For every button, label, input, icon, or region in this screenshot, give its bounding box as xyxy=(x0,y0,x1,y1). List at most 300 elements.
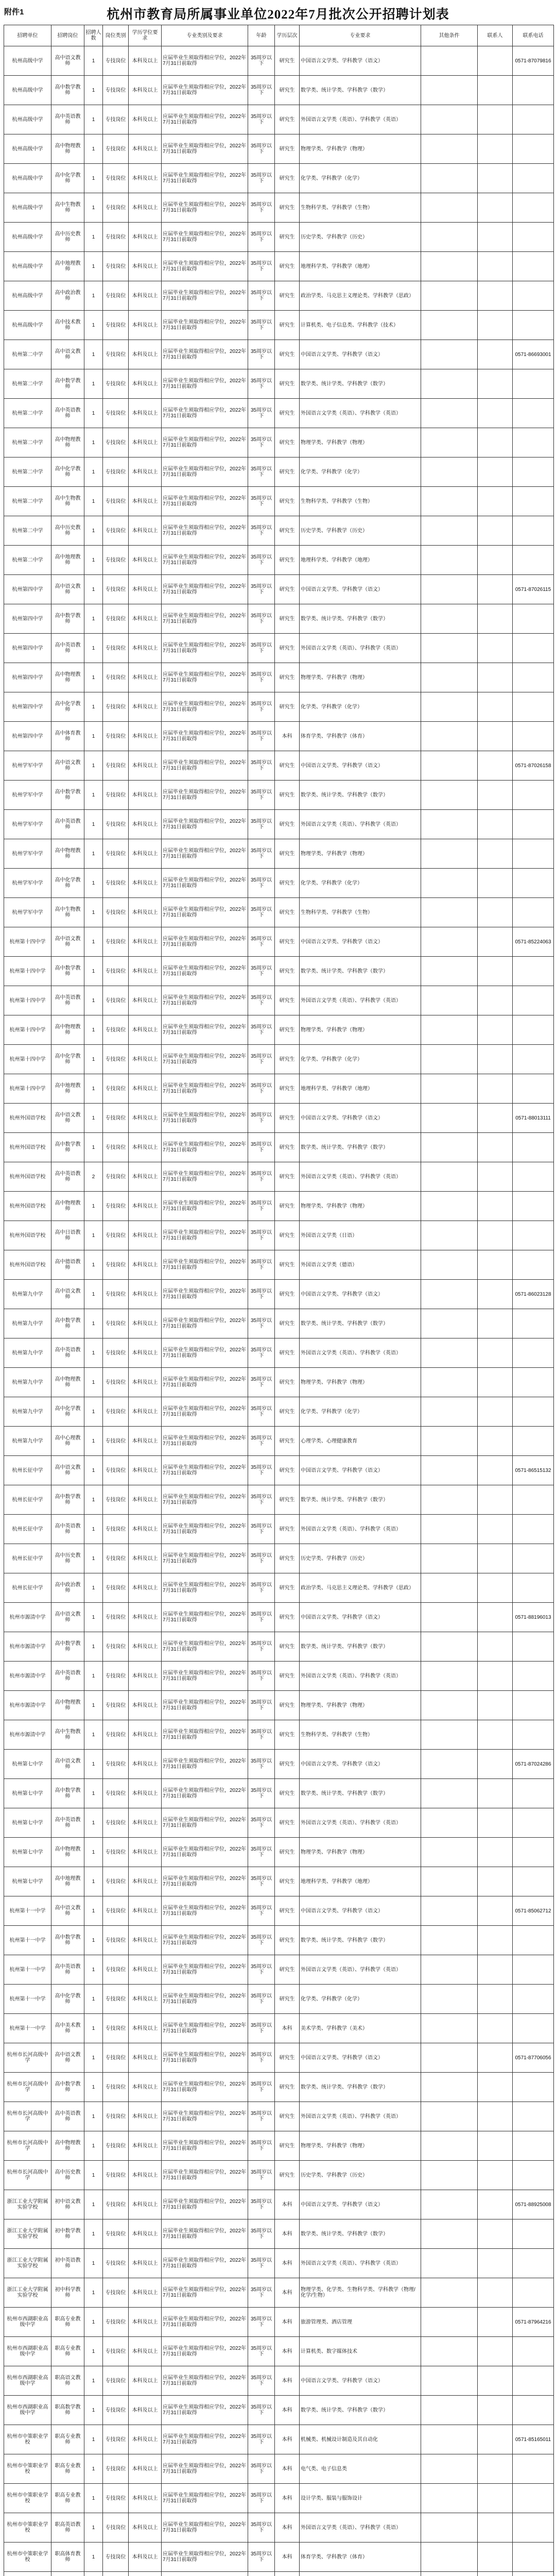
other-cell xyxy=(421,1074,478,1104)
other-cell xyxy=(421,134,478,164)
phone-cell xyxy=(513,1368,554,1397)
position-cell: 初中语文教师 xyxy=(51,2190,84,2219)
degree-note-cell: 应届毕业生须取得相应学位，2022年7月31日前取得 xyxy=(162,2484,248,2513)
category-cell: 专技岗位 xyxy=(103,2278,129,2308)
table-row xyxy=(4,1338,554,1368)
degree-note-cell: 应届毕业生须取得相应学位，2022年7月31日前取得 xyxy=(162,340,248,369)
unit-cell: 杭州市西湖职业高级中学 xyxy=(4,2396,51,2425)
degree-note-cell: 应届毕业生须取得相应学位，2022年7月31日前取得 xyxy=(162,164,248,193)
other-cell xyxy=(421,751,478,781)
position-cell: 职高专业教师 xyxy=(51,2308,84,2337)
category-cell: 专技岗位 xyxy=(103,2484,129,2513)
table-row xyxy=(4,986,554,1015)
count-cell: 1 xyxy=(84,1544,103,1573)
column-header: 招聘人数 xyxy=(84,25,103,46)
count-cell: 1 xyxy=(84,986,103,1015)
phone-cell xyxy=(513,2513,554,2543)
contact-cell xyxy=(478,2014,513,2043)
category-cell: 专技岗位 xyxy=(103,1133,129,1162)
contact-cell xyxy=(478,2278,513,2308)
degree-cell: 本科及以上 xyxy=(129,1867,162,1896)
unit-cell: 杭州高级中学 xyxy=(4,281,51,311)
category-cell: 专技岗位 xyxy=(103,722,129,751)
contact-cell xyxy=(478,1104,513,1133)
degree-note-cell: 应届毕业生须取得相应学位，2022年7月31日前取得 xyxy=(162,1133,248,1162)
category-cell: 专技岗位 xyxy=(103,1808,129,1838)
other-cell xyxy=(421,1985,478,2014)
degree-cell: 本科及以上 xyxy=(129,487,162,516)
category-cell: 专技岗位 xyxy=(103,1192,129,1221)
level-cell: 研究生 xyxy=(275,692,300,722)
phone-cell: 0571-88013111 xyxy=(513,1104,554,1133)
degree-note-cell: 应届毕业生须取得相应学位，2022年7月31日前取得 xyxy=(162,46,248,76)
other-cell xyxy=(421,1280,478,1309)
contact-cell xyxy=(478,1015,513,1045)
contact-cell xyxy=(478,1427,513,1456)
unit-cell: 杭州第二中学 xyxy=(4,516,51,546)
other-cell xyxy=(421,281,478,311)
age-cell: 35周岁以下 xyxy=(248,869,275,898)
major-cell: 数学类、统计学类、学科教学（数学） xyxy=(300,1779,421,1808)
contact-cell xyxy=(478,1867,513,1896)
category-cell: 专技岗位 xyxy=(103,105,129,134)
degree-cell: 本科及以上 xyxy=(129,369,162,399)
level-cell: 研究生 xyxy=(275,1015,300,1045)
level-cell: 研究生 xyxy=(275,1456,300,1485)
position-cell: 高中英语教师 xyxy=(51,2102,84,2131)
position-cell: 职高英语教师 xyxy=(51,2513,84,2543)
level-cell: 研究生 xyxy=(275,957,300,986)
other-cell xyxy=(421,1045,478,1074)
other-cell xyxy=(421,810,478,839)
other-cell xyxy=(421,2543,478,2572)
category-cell: 专技岗位 xyxy=(103,1280,129,1309)
major-cell: 物理学类、学科教学（物理） xyxy=(300,1838,421,1867)
unit-cell: 杭州第十一中学 xyxy=(4,1896,51,1926)
contact-cell xyxy=(478,1515,513,1544)
table-row xyxy=(4,1662,554,1691)
major-cell: 地理科学类、学科教学（地理） xyxy=(300,252,421,281)
level-cell: 本科 xyxy=(275,2337,300,2366)
level-cell: 研究生 xyxy=(275,663,300,692)
degree-cell: 本科及以上 xyxy=(129,1338,162,1368)
degree-note-cell: 应届毕业生须取得相应学位，2022年7月31日前取得 xyxy=(162,2249,248,2278)
age-cell: 35周岁以下 xyxy=(248,311,275,340)
degree-note-cell: 应届毕业生须取得相应学位，2022年7月31日前取得 xyxy=(162,2102,248,2131)
phone-cell: 0571-85165011 xyxy=(513,2425,554,2454)
contact-cell xyxy=(478,340,513,369)
contact-cell xyxy=(478,1456,513,1485)
unit-cell: 浙江工业大学附属实验学校 xyxy=(4,2190,51,2219)
position-cell: 职高专业教师 xyxy=(51,2454,84,2484)
phone-cell: 0571-85224063 xyxy=(513,927,554,957)
degree-cell: 本科及以上 xyxy=(129,1955,162,1985)
position-cell: 职高专业教师 xyxy=(51,2484,84,2513)
degree-cell: 本科及以上 xyxy=(129,604,162,634)
position-cell: 高中化学教师 xyxy=(51,692,84,722)
age-cell: 35周岁以下 xyxy=(248,1368,275,1397)
age-cell: 35周岁以下 xyxy=(248,2454,275,2484)
degree-cell: 本科及以上 xyxy=(129,1309,162,1338)
degree-cell: 本科及以上 xyxy=(129,1104,162,1133)
contact-cell xyxy=(478,1662,513,1691)
degree-note-cell: 应届毕业生须取得相应学位，2022年7月31日前取得 xyxy=(162,1750,248,1779)
table-row xyxy=(4,2337,554,2366)
unit-cell: 杭州市源清中学 xyxy=(4,1691,51,1720)
level-cell: 本科 xyxy=(275,2014,300,2043)
count-cell: 1 xyxy=(84,2366,103,2396)
degree-cell: 本科及以上 xyxy=(129,1691,162,1720)
category-cell: 专技岗位 xyxy=(103,399,129,428)
unit-cell: 杭州市西湖职业高级中学 xyxy=(4,2308,51,2337)
degree-note-cell: 应届毕业生须取得相应学位，2022年7月31日前取得 xyxy=(162,1603,248,1632)
major-cell: 中国语言文学类、学科教学（语文） xyxy=(300,1456,421,1485)
category-cell: 专技岗位 xyxy=(103,2102,129,2131)
degree-note-cell: 应届毕业生须取得相应学位，2022年7月31日前取得 xyxy=(162,1045,248,1074)
position-cell: 高中物理教师 xyxy=(51,1838,84,1867)
level-cell: 研究生 xyxy=(275,1603,300,1632)
major-cell: 物理学类、学科教学（物理） xyxy=(300,1015,421,1045)
position-cell: 高中生物教师 xyxy=(51,898,84,927)
age-cell: 35周岁以下 xyxy=(248,1603,275,1632)
contact-cell xyxy=(478,986,513,1015)
major-cell: 历史学类、学科教学（历史） xyxy=(300,516,421,546)
unit-cell: 杭州外国语学校 xyxy=(4,1133,51,1162)
category-cell: 专技岗位 xyxy=(103,1632,129,1662)
phone-cell xyxy=(513,1250,554,1280)
level-cell xyxy=(275,2572,300,2576)
other-cell xyxy=(421,2425,478,2454)
contact-cell xyxy=(478,1573,513,1603)
age-cell: 35周岁以下 xyxy=(248,1662,275,1691)
table-row xyxy=(4,1397,554,1427)
degree-note-cell: 应届毕业生须取得相应学位，2022年7月31日前取得 xyxy=(162,2073,248,2102)
degree-cell: 本科及以上 xyxy=(129,751,162,781)
degree-cell: 本科及以上 xyxy=(129,1045,162,1074)
contact-cell xyxy=(478,957,513,986)
other-cell xyxy=(421,1309,478,1338)
category-cell: 专技岗位 xyxy=(103,2543,129,2572)
table-row xyxy=(4,1985,554,2014)
category-cell: 专技岗位 xyxy=(103,1250,129,1280)
age-cell: 35周岁以下 xyxy=(248,1104,275,1133)
column-header: 联系电话 xyxy=(513,25,554,46)
degree-cell: 本科及以上 xyxy=(129,663,162,692)
age-cell: 35周岁以下 xyxy=(248,428,275,457)
phone-cell xyxy=(513,1192,554,1221)
level-cell: 研究生 xyxy=(275,1338,300,1368)
level-cell: 本科 xyxy=(275,2484,300,2513)
major-cell: 中国语言文学类、学科教学（语文） xyxy=(300,2043,421,2073)
major-cell: 数学类、统计学类、学科教学（数学） xyxy=(300,369,421,399)
position-cell: 高中数学教师 xyxy=(51,2073,84,2102)
count-cell: 1 xyxy=(84,604,103,634)
other-cell xyxy=(421,2396,478,2425)
level-cell: 研究生 xyxy=(275,1544,300,1573)
degree-cell: 本科及以上 xyxy=(129,1573,162,1603)
unit-cell: 杭州第九中学 xyxy=(4,1368,51,1397)
degree-note-cell: 应届毕业生须取得相应学位，2022年7月31日前取得 xyxy=(162,2543,248,2572)
phone-cell xyxy=(513,1221,554,1250)
other-cell xyxy=(421,1838,478,1867)
phone-cell xyxy=(513,810,554,839)
column-header: 联系人 xyxy=(478,25,513,46)
table-row xyxy=(4,134,554,164)
position-cell: 高中日语教师 xyxy=(51,1221,84,1250)
degree-note-cell: 应届毕业生须取得相应学位，2022年7月31日前取得 xyxy=(162,751,248,781)
degree-cell: 本科及以上 xyxy=(129,2249,162,2278)
count-cell: 1 xyxy=(84,1838,103,1867)
major-cell: 外国语言文学类（英语）、学科教学（英语） xyxy=(300,1662,421,1691)
age-cell: 35周岁以下 xyxy=(248,2131,275,2161)
position-cell: 高中地理教师 xyxy=(51,1074,84,1104)
phone-cell xyxy=(513,2073,554,2102)
degree-note-cell: 应届毕业生须取得相应学位，2022年7月31日前取得 xyxy=(162,281,248,311)
degree-note-cell: 应届毕业生须取得相应学位，2022年7月31日前取得 xyxy=(162,663,248,692)
major-cell: 地理科学类、学科教学（地理） xyxy=(300,546,421,575)
degree-note-cell: 应届毕业生须取得相应学位，2022年7月31日前取得 xyxy=(162,311,248,340)
age-cell: 35周岁以下 xyxy=(248,2543,275,2572)
age-cell: 35周岁以下 xyxy=(248,1045,275,1074)
degree-cell: 本科及以上 xyxy=(129,1896,162,1926)
other-cell xyxy=(421,2337,478,2366)
contact-cell xyxy=(478,193,513,223)
age-cell: 35周岁以下 xyxy=(248,2161,275,2190)
phone-cell: 0571-88925008 xyxy=(513,2190,554,2219)
age-cell: 35周岁以下 xyxy=(248,1133,275,1162)
attachment-label: 附件1 xyxy=(4,8,24,16)
degree-note-cell: 应届毕业生须取得相应学位，2022年7月31日前取得 xyxy=(162,1515,248,1544)
phone-cell xyxy=(513,1515,554,1544)
level-cell: 研究生 xyxy=(275,546,300,575)
other-cell xyxy=(421,1867,478,1896)
other-cell xyxy=(421,781,478,810)
column-header: 学历层次 xyxy=(275,25,300,46)
unit-cell: 杭州第四中学 xyxy=(4,722,51,751)
count-cell: 1 xyxy=(84,1485,103,1515)
unit-cell: 杭州第二中学 xyxy=(4,340,51,369)
degree-cell: 本科及以上 xyxy=(129,575,162,604)
contact-cell xyxy=(478,634,513,663)
category-cell: 专技岗位 xyxy=(103,1485,129,1515)
age-cell: 35周岁以下 xyxy=(248,2425,275,2454)
major-cell: 数学类、统计学类、学科教学（数学） xyxy=(300,957,421,986)
major-cell: 化学类、学科教学（化学） xyxy=(300,457,421,487)
contact-cell xyxy=(478,1280,513,1309)
other-cell xyxy=(421,2366,478,2396)
age-cell: 35周岁以下 xyxy=(248,76,275,105)
major-cell: 外国语言文学类（日语） xyxy=(300,1221,421,1250)
count-cell: 1 xyxy=(84,1750,103,1779)
position-cell: 初中科学教师 xyxy=(51,2278,84,2308)
major-cell: 中国语言文学类、学科教学（语文） xyxy=(300,1603,421,1632)
table-row xyxy=(4,1632,554,1662)
major-cell: 物理学类、学科教学（物理） xyxy=(300,134,421,164)
phone-cell xyxy=(513,2278,554,2308)
contact-cell xyxy=(478,457,513,487)
unit-cell: 杭州市长河高级中学 xyxy=(4,2161,51,2190)
degree-cell: 本科及以上 xyxy=(129,399,162,428)
unit-cell: 浙江工业大学附属实验学校 xyxy=(4,2249,51,2278)
category-cell: 专技岗位 xyxy=(103,2219,129,2249)
major-cell: 物理学类、学科教学（物理） xyxy=(300,663,421,692)
other-cell xyxy=(421,1250,478,1280)
degree-cell: 本科及以上 xyxy=(129,957,162,986)
category-cell: 专技岗位 xyxy=(103,634,129,663)
major-cell: 生物科学类、学科教学（生物） xyxy=(300,898,421,927)
contact-cell xyxy=(478,1955,513,1985)
level-cell: 研究生 xyxy=(275,839,300,869)
phone-cell xyxy=(513,2161,554,2190)
phone-cell xyxy=(513,457,554,487)
position-cell: 高中体育教师 xyxy=(51,722,84,751)
category-cell: 专技岗位 xyxy=(103,2014,129,2043)
age-cell: 35周岁以下 xyxy=(248,1221,275,1250)
phone-cell xyxy=(513,1544,554,1573)
unit-cell: 杭州高级中学 xyxy=(4,223,51,252)
position-cell: 高中政治教师 xyxy=(51,1573,84,1603)
unit-cell: 杭州第十一中学 xyxy=(4,2014,51,2043)
contact-cell xyxy=(478,2219,513,2249)
contact-cell xyxy=(478,663,513,692)
degree-cell: 本科及以上 xyxy=(129,1632,162,1662)
unit-cell: 杭州外国语学校 xyxy=(4,1104,51,1133)
contact-cell xyxy=(478,105,513,134)
count-cell: 1 xyxy=(84,546,103,575)
major-cell: 物理学类、学科教学（物理） xyxy=(300,428,421,457)
table-row xyxy=(4,1104,554,1133)
phone-cell xyxy=(513,193,554,223)
contact-cell xyxy=(478,1691,513,1720)
level-cell: 研究生 xyxy=(275,1691,300,1720)
phone-cell xyxy=(513,76,554,105)
phone-cell xyxy=(513,2337,554,2366)
position-cell: 职高专业教师 xyxy=(51,2337,84,2366)
degree-note-cell: 应届毕业生须取得相应学位，2022年7月31日前取得 xyxy=(162,957,248,986)
degree-cell: 本科及以上 xyxy=(129,1750,162,1779)
position-cell: 高中物理教师 xyxy=(51,1015,84,1045)
position-cell: 高中数学教师 xyxy=(51,1632,84,1662)
position-cell: 职高体育教师 xyxy=(51,2543,84,2572)
degree-cell: 本科及以上 xyxy=(129,1985,162,2014)
position-cell: 高中化学教师 xyxy=(51,457,84,487)
major-cell: 中国语言文学类、学科教学（语文） xyxy=(300,1280,421,1309)
category-cell: 专技岗位 xyxy=(103,369,129,399)
other-cell xyxy=(421,516,478,546)
degree-note-cell: 应届毕业生须取得相应学位，2022年7月31日前取得 xyxy=(162,1838,248,1867)
category-cell: 专技岗位 xyxy=(103,1074,129,1104)
position-cell: 高中化学教师 xyxy=(51,869,84,898)
level-cell: 研究生 xyxy=(275,1397,300,1427)
unit-cell: 杭州第十一中学 xyxy=(4,1926,51,1955)
category-cell: 专技岗位 xyxy=(103,1750,129,1779)
contact-cell xyxy=(478,2190,513,2219)
degree-cell: 本科及以上 xyxy=(129,281,162,311)
contact-cell xyxy=(478,575,513,604)
other-cell xyxy=(421,457,478,487)
other-cell xyxy=(421,2484,478,2513)
position-cell: 高中语文教师 xyxy=(51,1456,84,1485)
degree-cell: 本科及以上 xyxy=(129,2190,162,2219)
count-cell: 1 xyxy=(84,457,103,487)
degree-cell: 本科及以上 xyxy=(129,986,162,1015)
count-cell: 2 xyxy=(84,1162,103,1192)
table-body xyxy=(4,46,554,2576)
age-cell: 35周岁以下 xyxy=(248,457,275,487)
unit-cell: 杭州第十一中学 xyxy=(4,1985,51,2014)
degree-cell: 本科及以上 xyxy=(129,457,162,487)
contact-cell xyxy=(478,2308,513,2337)
degree-note-cell: 应届毕业生须取得相应学位，2022年7月31日前取得 xyxy=(162,986,248,1015)
degree-cell: 本科及以上 xyxy=(129,1280,162,1309)
phone-cell xyxy=(513,1427,554,1456)
other-cell xyxy=(421,1192,478,1221)
major-cell xyxy=(300,2572,421,2576)
table-row xyxy=(4,1926,554,1955)
major-cell: 历史学类、学科教学（历史） xyxy=(300,2161,421,2190)
recruitment-table-wrapper xyxy=(4,25,553,2576)
other-cell xyxy=(421,575,478,604)
count-cell: 1 xyxy=(84,1691,103,1720)
count-cell: 1 xyxy=(84,76,103,105)
table-row xyxy=(4,2278,554,2308)
degree-note-cell: 应届毕业生须取得相应学位，2022年7月31日前取得 xyxy=(162,487,248,516)
category-cell: 专技岗位 xyxy=(103,1544,129,1573)
degree-cell: 本科及以上 xyxy=(129,2366,162,2396)
category-cell: 专技岗位 xyxy=(103,1603,129,1632)
other-cell xyxy=(421,369,478,399)
table-row xyxy=(4,428,554,457)
phone-cell xyxy=(513,1779,554,1808)
other-cell xyxy=(421,1162,478,1192)
phone-cell xyxy=(513,898,554,927)
contact-cell xyxy=(478,1808,513,1838)
level-cell: 研究生 xyxy=(275,1368,300,1397)
category-cell: 专技岗位 xyxy=(103,2337,129,2366)
category-cell: 专技岗位 xyxy=(103,546,129,575)
unit-cell: 杭州高级中学 xyxy=(4,311,51,340)
level-cell: 研究生 xyxy=(275,428,300,457)
position-cell: 高中物理教师 xyxy=(51,663,84,692)
degree-cell: 本科及以上 xyxy=(129,1250,162,1280)
contact-cell xyxy=(478,223,513,252)
count-cell: 1 xyxy=(84,164,103,193)
unit-cell: 杭州第二中学 xyxy=(4,428,51,457)
major-cell: 中国语言文学类、学科教学（语文） xyxy=(300,1104,421,1133)
level-cell: 研究生 xyxy=(275,927,300,957)
category-cell: 专技岗位 xyxy=(103,1867,129,1896)
category-cell: 专技岗位 xyxy=(103,340,129,369)
degree-note-cell: 应届毕业生须取得相应学位，2022年7月31日前取得 xyxy=(162,692,248,722)
major-cell: 美术学类、学科教学（美术） xyxy=(300,2014,421,2043)
age-cell: 35周岁以下 xyxy=(248,1544,275,1573)
count-cell: 1 xyxy=(84,2513,103,2543)
age-cell: 35周岁以下 xyxy=(248,399,275,428)
position-cell: 高中物理教师 xyxy=(51,428,84,457)
degree-cell: 本科及以上 xyxy=(129,46,162,76)
other-cell xyxy=(421,76,478,105)
degree-note-cell: 应届毕业生须取得相应学位，2022年7月31日前取得 xyxy=(162,1397,248,1427)
category-cell: 专技岗位 xyxy=(103,986,129,1015)
degree-note-cell: 应届毕业生须取得相应学位，2022年7月31日前取得 xyxy=(162,722,248,751)
column-header: 学历学位要求 xyxy=(129,25,162,46)
unit-cell: 杭州第十四中学 xyxy=(4,1015,51,1045)
major-cell: 外国语言文学类（英语）、学科教学（英语） xyxy=(300,2513,421,2543)
count-cell: 1 xyxy=(84,516,103,546)
table-row xyxy=(4,1603,554,1632)
position-cell xyxy=(51,2572,84,2576)
degree-note-cell: 应届毕业生须取得相应学位，2022年7月31日前取得 xyxy=(162,76,248,105)
